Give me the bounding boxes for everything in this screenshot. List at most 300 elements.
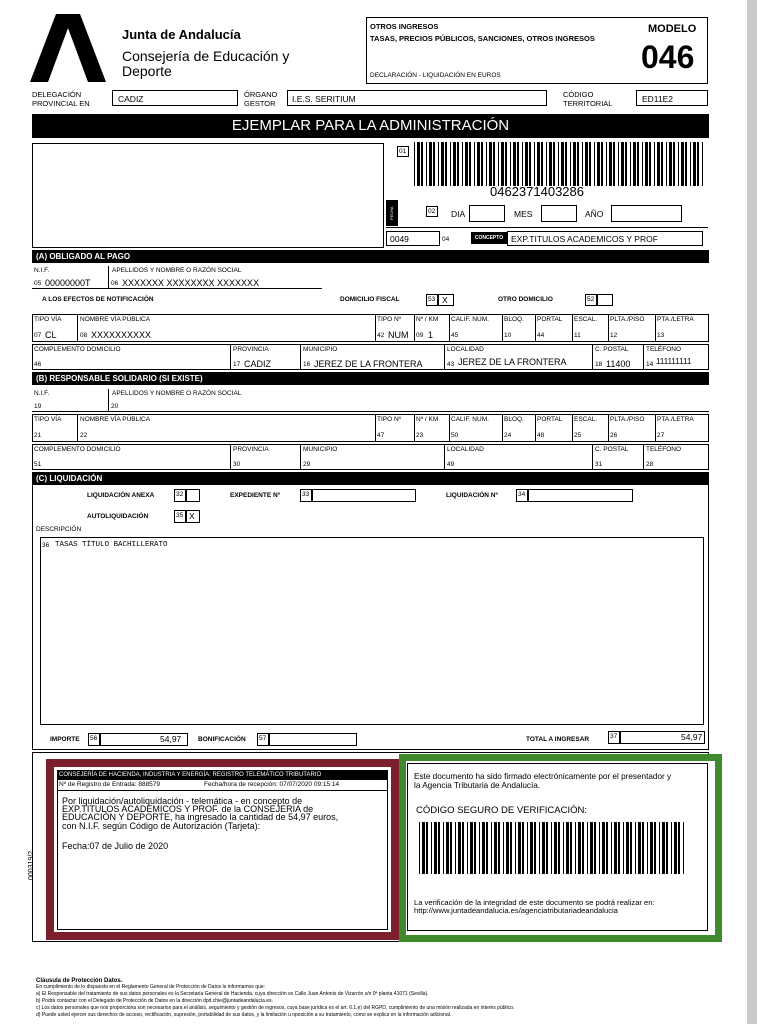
a-num-km-value[interactable]: 1 bbox=[428, 330, 434, 340]
barcode-bar bbox=[594, 822, 596, 874]
barcode-bar bbox=[455, 822, 456, 874]
modelo-number: 046 bbox=[641, 39, 695, 75]
barcode-bar bbox=[597, 142, 600, 186]
a-tipo-num-num: 42 bbox=[377, 332, 385, 339]
section-a-title: (A) OBLIGADO AL PAGO bbox=[32, 250, 709, 263]
form-type-line2: TASAS, PRECIOS PÚBLICOS, SANCIONES, OTROS INGRESOS bbox=[370, 34, 595, 43]
org-name: Junta de Andalucía bbox=[122, 27, 241, 42]
expediente-num: 33 bbox=[300, 489, 312, 502]
total-num: 37 bbox=[608, 731, 620, 744]
footer-title: Cláusula de Protección Datos. bbox=[36, 978, 123, 984]
b-telefono-label: TELÉFONO bbox=[646, 446, 682, 453]
form-subtitle: DECLARACIÓN - LIQUIDACIÓN EN EUROS bbox=[370, 72, 501, 79]
verif-line2[interactable]: http://www.juntadeandalucia.es/agenciatributariadeandalucia bbox=[414, 906, 618, 915]
barcode-bar bbox=[638, 822, 641, 874]
barcode-bar bbox=[602, 822, 605, 874]
barcode-bar bbox=[650, 822, 653, 874]
b-cpostal-num: 31 bbox=[595, 461, 603, 468]
a-telefono-num: 14 bbox=[646, 361, 654, 368]
csv-barcode bbox=[417, 822, 689, 874]
barcode-bar bbox=[486, 142, 487, 186]
barcode-bar bbox=[599, 822, 600, 874]
b-localidad-num: 49 bbox=[447, 461, 455, 468]
importe-value: 54,97 bbox=[160, 734, 182, 744]
barcode-bar bbox=[549, 142, 552, 186]
a-localidad-value[interactable]: JEREZ DE LA FRONTERA bbox=[458, 357, 567, 367]
b-name-label: APELLIDOS Y NOMBRE O RAZÓN SOCIAL bbox=[112, 390, 242, 397]
barcode-bar bbox=[414, 142, 415, 186]
barcode-bar bbox=[453, 142, 456, 186]
barcode-bar bbox=[518, 822, 521, 874]
barcode-bar bbox=[577, 142, 579, 186]
registro-body-line4: con N.I.F. según Código de Autorización (Tarjeta): bbox=[62, 821, 261, 831]
registro-body-line1: Por liquidación/autoliquidación - telemática - en concepto de bbox=[62, 796, 303, 806]
b-num-km-label: Nº / KM bbox=[416, 416, 439, 423]
barcode-bar bbox=[438, 822, 440, 874]
a-num-km-num: 09 bbox=[416, 332, 424, 339]
barcode-bar bbox=[506, 822, 509, 874]
barcode-bar bbox=[654, 822, 656, 874]
b-cpostal-label: C. POSTAL bbox=[595, 446, 629, 453]
a-cpostal-num: 18 bbox=[595, 361, 603, 368]
barcode-bar bbox=[467, 822, 468, 874]
barcode-bar bbox=[462, 142, 463, 186]
barcode-bar bbox=[498, 822, 500, 874]
barcode-bar bbox=[645, 142, 648, 186]
a-bloq-num: 10 bbox=[504, 332, 512, 339]
barcode-bar bbox=[527, 822, 528, 874]
otro-domicilio-num: 52 bbox=[585, 294, 597, 306]
banner-title: EJEMPLAR PARA LA ADMINISTRACIÓN bbox=[231, 117, 510, 134]
barcode-bar bbox=[558, 822, 560, 874]
a-nombre-via-label: NOMBRE VÍA PÚBLICA bbox=[80, 316, 151, 323]
barcode-bar bbox=[534, 822, 536, 874]
barcode-bar bbox=[505, 142, 507, 186]
barcode-bar bbox=[566, 822, 569, 874]
organo-label: ÓRGANO GESTOR bbox=[244, 90, 278, 108]
barcode-bar bbox=[666, 822, 668, 874]
barcode-bar bbox=[590, 822, 593, 874]
barcode-bar bbox=[422, 822, 425, 874]
barcode-bar bbox=[554, 822, 557, 874]
registro-body-line3: EDUCACIÓN Y DEPORTE, ha ingresado la cantidad de 54,97 euros, bbox=[62, 812, 339, 822]
barcode-bar bbox=[541, 142, 543, 186]
b-provincia-num: 30 bbox=[233, 461, 241, 468]
b-name-num: 20 bbox=[111, 403, 119, 410]
firma-line1: Este documento ha sido firmado electrónicamente por el presentador y bbox=[414, 772, 672, 781]
a-num-km-label: Nº / KM bbox=[416, 316, 439, 323]
liq-anexa-label: LIQUIDACIÓN ANEXA bbox=[87, 492, 155, 499]
codigo-label: CÓDIGO TERRITORIAL bbox=[563, 90, 613, 108]
a-provincia-num: 17 bbox=[233, 361, 241, 368]
barcode-bar bbox=[517, 142, 519, 186]
b-complemento-label: COMPLEMENTO DOMICILIO bbox=[34, 446, 121, 453]
barcode-bar bbox=[690, 142, 691, 186]
barcode-bar bbox=[529, 142, 531, 186]
b-nif-label: N.I.F. bbox=[34, 390, 50, 397]
a-plta-label: PLTA./PISO bbox=[610, 316, 645, 323]
barcode-bar bbox=[582, 142, 583, 186]
a-nif-value[interactable]: 00000000T bbox=[45, 278, 91, 288]
a-provincia-value[interactable]: CADIZ bbox=[244, 359, 271, 369]
b-bloq-num: 24 bbox=[504, 432, 512, 439]
b-localidad-label: LOCALIDAD bbox=[447, 446, 484, 453]
b-calif-label: CALIF. NUM. bbox=[451, 416, 489, 423]
barcode-bar bbox=[570, 822, 572, 874]
b-escal-num: 25 bbox=[574, 432, 582, 439]
barcode-bar bbox=[630, 822, 632, 874]
barcode-bar bbox=[671, 822, 672, 874]
barcode-bar bbox=[633, 142, 636, 186]
concepto-tab: CONCEPTO bbox=[471, 232, 507, 244]
field-01-num: 01 bbox=[397, 146, 409, 157]
b-plta-num: 26 bbox=[610, 432, 618, 439]
barcode-bar bbox=[477, 142, 480, 186]
descripcion-num: 36 bbox=[42, 542, 50, 549]
barcode-bar bbox=[587, 822, 588, 874]
barcode-bar bbox=[445, 142, 447, 186]
barcode-bar bbox=[635, 822, 636, 874]
a-telefono-value[interactable]: 111111111 bbox=[656, 357, 692, 366]
liq-anexa-num: 32 bbox=[174, 489, 186, 502]
barcode-bar bbox=[678, 142, 679, 186]
autoliq-mark: X bbox=[189, 511, 195, 521]
liq-num-field[interactable] bbox=[528, 489, 633, 502]
barcode-bar bbox=[606, 142, 607, 186]
section-c-title: (C) LIQUIDACIÓN bbox=[32, 472, 709, 485]
barcode-bar bbox=[537, 142, 540, 186]
otro-domicilio-checkbox[interactable] bbox=[597, 294, 613, 306]
barcode-bar bbox=[421, 142, 423, 186]
expediente-field[interactable] bbox=[312, 489, 416, 502]
barcode-bar bbox=[647, 822, 648, 874]
a-nif-num: 05 bbox=[34, 280, 42, 287]
fecha-divider bbox=[386, 227, 708, 228]
domicilio-fiscal-mark: X bbox=[442, 295, 448, 305]
registro-header: CONSEJERÍA DE HACIENDA, INDUSTRIA Y ENERGÍA: REGISTRO TELEMÁTICO TRIBUTARIO bbox=[57, 770, 388, 780]
barcode-bar bbox=[613, 142, 615, 186]
otro-domicilio-label: OTRO DOMICILIO bbox=[498, 296, 553, 303]
barcode-bar bbox=[530, 822, 533, 874]
barcode-bar bbox=[443, 822, 444, 874]
barcode-bar bbox=[637, 142, 639, 186]
barcode-bar bbox=[493, 142, 495, 186]
a-nombre-via-value[interactable]: XXXXXXXXXX bbox=[91, 330, 152, 340]
barcode-bar bbox=[450, 142, 451, 186]
a-municipio-label: MUNICIPIO bbox=[303, 346, 338, 353]
a-tipo-num-value[interactable]: NUM bbox=[388, 330, 409, 340]
barcode-bar bbox=[578, 822, 581, 874]
b-calif-num: 50 bbox=[451, 432, 459, 439]
blank-address-box bbox=[32, 143, 384, 248]
mes-label: MES bbox=[514, 209, 533, 219]
b-municipio-label: MUNICIPIO bbox=[303, 446, 338, 453]
bonificacion-label: BONIFICACIÓN bbox=[198, 736, 246, 743]
barcode-bar bbox=[565, 142, 567, 186]
a-complemento-label: COMPLEMENTO DOMICILIO bbox=[34, 346, 121, 353]
registro-fecha-recepcion: Fecha/hora de recepción: 07/07/2020 09:15:14 bbox=[204, 781, 340, 788]
a-complemento-num: 46 bbox=[34, 361, 42, 368]
barcode-bar bbox=[465, 142, 468, 186]
barcode-bar bbox=[510, 822, 512, 874]
b-escal-label: ESCAL. bbox=[574, 416, 598, 423]
barcode-bar bbox=[623, 822, 624, 874]
b-pta-label: PTA./LETRA bbox=[657, 416, 694, 423]
b-num-km-num: 23 bbox=[416, 432, 424, 439]
barcode-bar bbox=[674, 822, 677, 874]
a-localidad-num: 43 bbox=[447, 361, 455, 368]
barcode-bar bbox=[522, 142, 523, 186]
barcode-bar bbox=[594, 142, 595, 186]
a-calif-label: CALIF. NUM. bbox=[451, 316, 489, 323]
firma-line2: la Agencia Tributaria de Andalucía. bbox=[414, 781, 541, 790]
b-telefono-num: 28 bbox=[646, 461, 654, 468]
code-value: 0049 bbox=[390, 234, 409, 244]
page-edge bbox=[747, 0, 757, 1024]
barcode-bar bbox=[503, 822, 504, 874]
barcode-bar bbox=[614, 822, 617, 874]
barcode-bar bbox=[434, 822, 437, 874]
footer-line1: En cumplimiento de lo dispuesto en el Reglamento General de Protección de Datos le informamos que: bbox=[36, 984, 266, 990]
liq-num-label: LIQUIDACIÓN Nº bbox=[446, 492, 498, 499]
liq-num-num: 34 bbox=[516, 489, 528, 502]
a-name-num: 06 bbox=[111, 280, 119, 287]
barcode-bar bbox=[510, 142, 511, 186]
a-cpostal-value[interactable]: 11400 bbox=[606, 359, 631, 369]
a-pta-label: PTA./LETRA bbox=[657, 316, 694, 323]
b-nif-num: 19 bbox=[34, 403, 42, 410]
a-provincia-label: PROVINCIA bbox=[233, 346, 269, 353]
a-tipo-via-num: 07 bbox=[34, 332, 42, 339]
barcode-bar bbox=[582, 822, 584, 874]
domicilio-fiscal-label: DOMICILIO FISCAL bbox=[340, 296, 400, 303]
barcode-bar bbox=[474, 822, 476, 874]
barcode-bar bbox=[469, 142, 471, 186]
barcode-bar bbox=[702, 142, 703, 186]
barcode-bar bbox=[546, 142, 547, 186]
b-portal-num: 48 bbox=[537, 432, 545, 439]
barcode-bar bbox=[558, 142, 559, 186]
b-pta-num: 27 bbox=[657, 432, 665, 439]
a-tipo-num-label: TIPO Nº bbox=[377, 316, 402, 323]
barcode-bar bbox=[553, 142, 555, 186]
barcode-bar bbox=[697, 142, 699, 186]
barcode-bar bbox=[585, 142, 588, 186]
barcode-bar bbox=[606, 822, 608, 874]
barcode-bar bbox=[609, 142, 612, 186]
dia-label: DIA bbox=[451, 209, 466, 219]
a-municipio-num: 16 bbox=[303, 361, 311, 368]
verif-line1: La verificación de la integridad de este documento se podrá realizar en: bbox=[414, 898, 655, 907]
fecha-devengo-label: FECHA DEVENGO bbox=[389, 203, 406, 224]
barcode-bar bbox=[417, 142, 420, 186]
delegacion-value: CADIZ bbox=[118, 94, 144, 104]
a-nombre-via-num: 08 bbox=[80, 332, 88, 339]
barcode-bar bbox=[546, 822, 548, 874]
barcode-bar bbox=[649, 142, 651, 186]
registro-fecha: Fecha:07 de Julio de 2020 bbox=[62, 841, 169, 851]
mes-field[interactable] bbox=[541, 205, 577, 222]
ano-label: AÑO bbox=[585, 209, 604, 219]
barcode-bar bbox=[685, 142, 687, 186]
a-tipo-via-value[interactable]: CL bbox=[45, 330, 57, 340]
barcode-bar bbox=[662, 822, 665, 874]
barcode-number: 0462371403286 bbox=[490, 184, 584, 199]
barcode-bar bbox=[494, 822, 497, 874]
descripcion-field[interactable] bbox=[40, 537, 704, 725]
a-localidad-label: LOCALIDAD bbox=[447, 346, 484, 353]
barcode-bar bbox=[446, 822, 449, 874]
codigo-value: ED11E2 bbox=[642, 94, 674, 104]
barcode-bar bbox=[563, 822, 564, 874]
barcode-bar bbox=[522, 822, 524, 874]
total-value: 54,97 bbox=[681, 732, 703, 742]
registro-body-line2: EXP.TITULOS ACADEMICOS Y PROF. de la CONSEJERIA de bbox=[62, 804, 314, 814]
barcode-bar bbox=[481, 142, 483, 186]
barcode-bar bbox=[431, 822, 432, 874]
b-municipio-num: 29 bbox=[303, 461, 311, 468]
a-nif-label: N.I.F. bbox=[34, 267, 50, 274]
barcode-bar bbox=[621, 142, 624, 186]
barcode-bar bbox=[570, 142, 571, 186]
autoliq-label: AUTOLIQUIDACIÓN bbox=[87, 513, 149, 520]
a-telefono-label: TELÉFONO bbox=[646, 346, 682, 353]
bonificacion-num: 57 bbox=[257, 733, 269, 746]
liq-anexa-checkbox[interactable] bbox=[186, 489, 200, 502]
b-complemento-num: 51 bbox=[34, 461, 42, 468]
barcode-bar bbox=[678, 822, 680, 874]
domicilio-fiscal-num: 53 bbox=[426, 294, 438, 306]
barcode-bar bbox=[470, 822, 473, 874]
total-label: TOTAL A INGRESAR bbox=[526, 736, 590, 743]
barcode-bar bbox=[551, 822, 552, 874]
a-tipo-via-label: TIPO VÍA bbox=[34, 316, 62, 323]
modelo-label: MODELO bbox=[648, 23, 697, 35]
barcode-bar bbox=[441, 142, 444, 186]
barcode-bar bbox=[625, 142, 627, 186]
barcode-bar bbox=[515, 822, 516, 874]
b-portal-label: PORTAL bbox=[537, 416, 563, 423]
barcode-bar bbox=[474, 142, 475, 186]
barcode-bar bbox=[479, 822, 480, 874]
barcode-bar bbox=[673, 142, 675, 186]
b-plta-label: PLTA./PISO bbox=[610, 416, 645, 423]
department-name: Consejería de Educación y Deporte bbox=[122, 48, 290, 79]
barcode-bar bbox=[491, 822, 492, 874]
bonificacion-field[interactable] bbox=[269, 733, 357, 746]
csv-label: CÓDIGO SEGURO DE VERIFICACIÓN: bbox=[416, 805, 588, 816]
barcode-bar bbox=[642, 822, 644, 874]
barcode-bar bbox=[462, 822, 464, 874]
barcode-bar bbox=[525, 142, 528, 186]
footer-line4: c) Los datos personales que nos proporciona son necesarios para el análisis, seguimiento y gestión de ingresos, cuya base jurídica es el art. 6.1.e) del RGPD, cumplimiento de una misión realizada en interés público. bbox=[36, 1005, 515, 1011]
a-escal-num: 11 bbox=[574, 332, 581, 339]
footer-line3: b) Podrá contactar con el Delegado de Protección de Datos en la dirección dpd.chie@juntadeandalucia.es. bbox=[36, 998, 273, 1004]
barcode-bar bbox=[539, 822, 540, 874]
footer-line2: a) El Responsable del tratamiento de sus datos personales es la Secretaría General de Hacienda, cuya dirección es Calle Juan Antonio de Vizarrón s/n 0ª planta 41071 (Sevilla). bbox=[36, 991, 429, 997]
concepto-value: EXP.TITULOS ACADEMICOS Y PROF bbox=[511, 234, 658, 244]
barcode-bar bbox=[433, 142, 435, 186]
barcode-bar bbox=[642, 142, 643, 186]
field-04-num: 04 bbox=[442, 236, 450, 243]
importe-label: IMPORTE bbox=[50, 736, 80, 743]
barcode-bar bbox=[618, 822, 620, 874]
section-b-title: (B) RESPONSABLE SOLIDARIO (SI EXISTE) bbox=[32, 372, 709, 385]
dia-field[interactable] bbox=[469, 205, 505, 222]
b-bloq-label: BLOQ. bbox=[504, 416, 524, 423]
barcode-bar bbox=[575, 822, 576, 874]
barcode-bar bbox=[534, 142, 535, 186]
barcode-bar bbox=[654, 142, 655, 186]
barcode-bar bbox=[482, 822, 485, 874]
barcode-bar bbox=[513, 142, 516, 186]
barcode-bar bbox=[450, 822, 452, 874]
barcode-bar bbox=[669, 142, 672, 186]
a-municipio-value[interactable]: JEREZ DE LA FRONTERA bbox=[314, 359, 423, 369]
barcode-bar bbox=[611, 822, 612, 874]
barcode-bar bbox=[561, 142, 564, 186]
barcode-bar bbox=[426, 142, 427, 186]
b-tipo-num-label: TIPO Nº bbox=[377, 416, 402, 423]
barcode-bar bbox=[693, 142, 696, 186]
barcode-bar bbox=[426, 822, 428, 874]
delegacion-label: DELEGACIÓN PROVINCIAL EN bbox=[32, 90, 90, 108]
b-tipo-via-num: 21 bbox=[34, 432, 42, 439]
a-cpostal-label: C. POSTAL bbox=[595, 346, 629, 353]
a-calif-num: 45 bbox=[451, 332, 459, 339]
expediente-label: EXPEDIENTE Nº bbox=[230, 492, 281, 499]
barcode-bar bbox=[429, 142, 432, 186]
ano-field[interactable] bbox=[611, 205, 682, 222]
barcode-bar bbox=[681, 142, 684, 186]
junta-logo bbox=[30, 14, 106, 82]
b-nombre-via-label: NOMBRE VÍA PÚBLICA bbox=[80, 416, 151, 423]
importe-num: 56 bbox=[88, 733, 100, 746]
barcode-bar bbox=[657, 142, 660, 186]
b-nombre-via-num: 22 bbox=[80, 432, 88, 439]
a-pta-num: 13 bbox=[657, 332, 665, 339]
a-bloq-label: BLOQ. bbox=[504, 316, 524, 323]
barcode-bar bbox=[438, 142, 439, 186]
barcode-bar bbox=[601, 142, 603, 186]
barcode-bar bbox=[683, 822, 684, 874]
b-provincia-label: PROVINCIA bbox=[233, 446, 269, 453]
a-name-label: APELLIDOS Y NOMBRE O RAZÓN SOCIAL bbox=[112, 267, 242, 274]
descripcion-value: TASAS TÍTULO BACHILLERATO bbox=[55, 541, 168, 549]
barcode-bar bbox=[630, 142, 631, 186]
descripcion-label: DESCRIPCIÓN bbox=[36, 526, 82, 533]
b-tipo-via-label: TIPO VÍA bbox=[34, 416, 62, 423]
barcode-bar bbox=[666, 142, 667, 186]
barcode-bar bbox=[458, 822, 461, 874]
barcode-bar bbox=[626, 822, 629, 874]
barcode-bar bbox=[419, 822, 420, 874]
barcode-bar bbox=[489, 142, 492, 186]
a-portal-label: PORTAL bbox=[537, 316, 563, 323]
organo-value: I.E.S. SERITIUM bbox=[292, 94, 356, 104]
a-escal-label: ESCAL. bbox=[574, 316, 598, 323]
notif-label: A LOS EFECTOS DE NOTIFICACIÓN bbox=[42, 296, 154, 303]
barcode-bar bbox=[618, 142, 619, 186]
barcode-bar bbox=[659, 822, 660, 874]
a-plta-num: 12 bbox=[610, 332, 618, 339]
barcode-bar bbox=[486, 822, 488, 874]
form-type-line1: OTROS INGRESOS bbox=[370, 22, 439, 31]
barcode-bar bbox=[542, 822, 545, 874]
barcode-bar bbox=[573, 142, 576, 186]
field-02-num: 02 bbox=[426, 206, 438, 217]
a-name-value[interactable]: XXXXXXX XXXXXXXX XXXXXXX bbox=[122, 278, 260, 288]
